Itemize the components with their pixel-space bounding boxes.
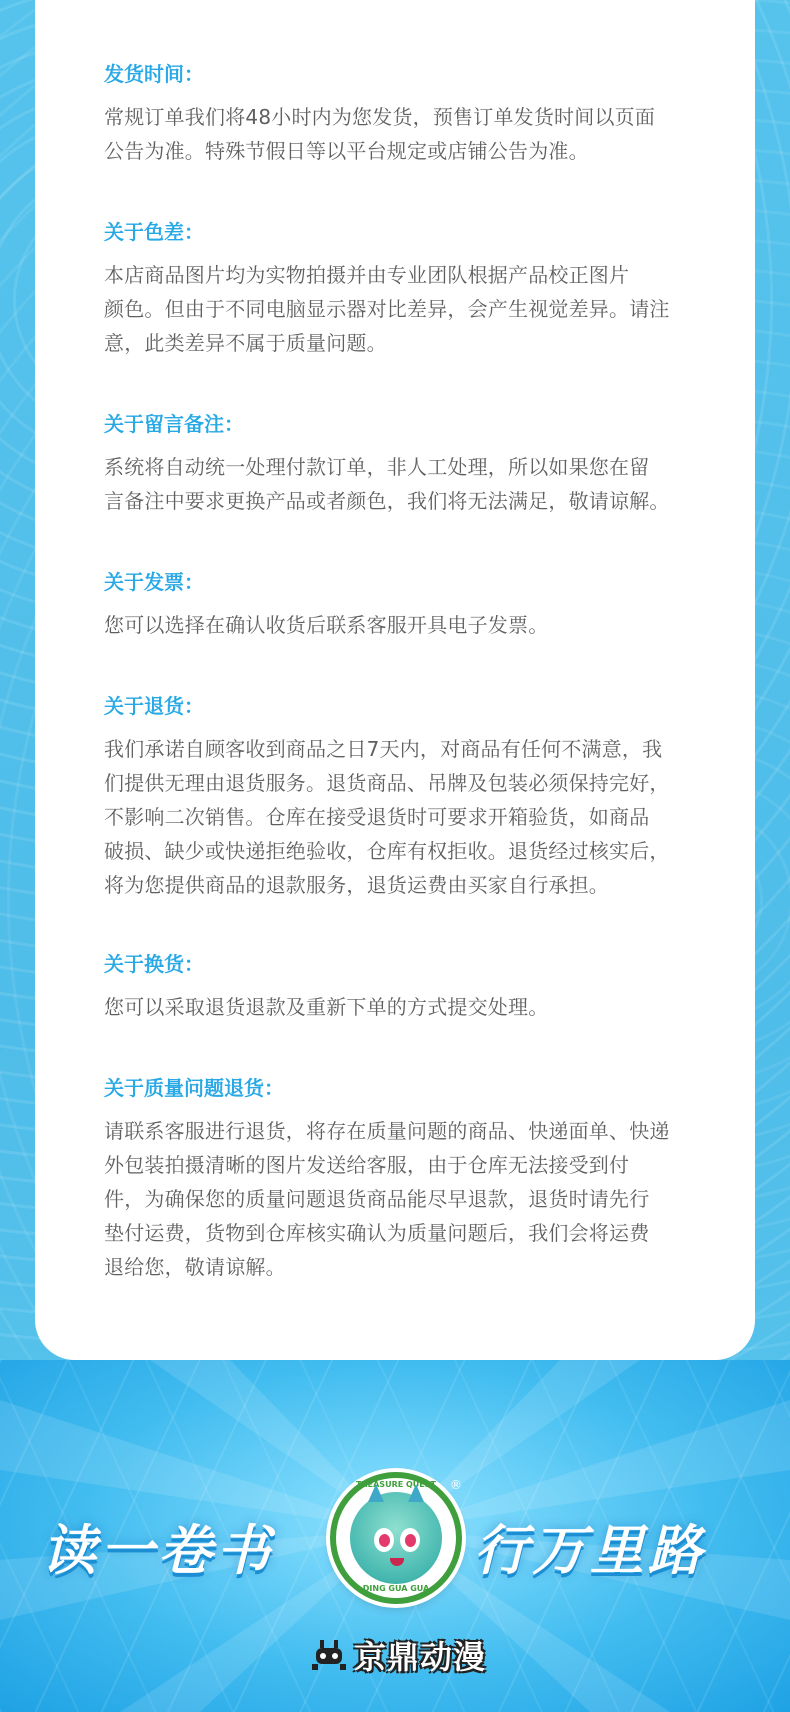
section-invoice: [104, 570, 704, 642]
section-color-difference: [104, 220, 704, 360]
section-body: 您可以选择在确认收货后联系客服开具电子发票。: [104, 613, 549, 637]
brand-name: 京鼎动漫: [354, 1638, 487, 1676]
section-body: 本店商品图片均为实物拍摄并由专业团队根据产品校正图片 颜色。但由于不同电脑显示器对比差异，会产生视觉差异。请注 意，此类差异不属于质量问题。: [104, 263, 670, 355]
section-body: 请联系客服进行退货，将存在质量问题的商品、快递面单、快递 外包装拍摄清晰的图片发送给客服，由于仓库无法接受到付 件，为确保您的质量问题退货商品能尽早退款，退货时请先行 垫付运费，货物到仓库核实确认为质量问题后，我们会将运费 退给您，敬请谅解。: [104, 1119, 670, 1279]
section-order-notes: [104, 412, 704, 518]
section-quality-returns: [104, 1076, 704, 1284]
brand-logo-icon: [310, 1638, 348, 1672]
section-title: 关于退货：: [104, 694, 204, 718]
section-title: 关于换货：: [104, 952, 204, 976]
slogan-left: 读一卷书: [42, 1519, 274, 1582]
dragon-mascot-icon: [350, 1492, 442, 1584]
section-title: 关于留言备注：: [104, 412, 244, 436]
section-title: 关于色差：: [104, 220, 204, 244]
section-body: 我们承诺自顾客收到商品之日7天内，对商品有任何不满意，我 们提供无理由退货服务。退货商品、吊牌及包装必须保持完好， 不影响二次销售。仓库在接受退货时可要求开箱验货，如商品 破损、缺少或快递拒绝验收，仓库有权拒收。退货经过核实后， 将为您提供商品的退款服务，退货运费由买家自行承担。: [104, 737, 670, 897]
section-body: 您可以采取退货退款及重新下单的方式提交处理。: [104, 995, 549, 1019]
section-exchange: [104, 952, 704, 1024]
mascot-emblem: [330, 1472, 462, 1604]
emblem-bottom-text: DING GUA GUA: [362, 1584, 430, 1593]
section-shipping-time: [104, 62, 704, 168]
slogan-right: 行万里路: [474, 1519, 706, 1582]
section-title: 关于发票：: [104, 570, 204, 594]
emblem-top-text: TREASURE QUEST: [356, 1480, 436, 1489]
section-returns: [104, 694, 704, 902]
section-title: 发货时间：: [104, 62, 204, 86]
brand-footer-banner: [0, 1360, 790, 1712]
registered-mark: ®: [450, 1478, 462, 1492]
section-title: 关于质量问题退货：: [104, 1076, 284, 1100]
section-body: 系统将自动统一处理付款订单，非人工处理，所以如果您在留 言备注中要求更换产品或者颜色，我们将无法满足，敬请谅解。: [104, 455, 670, 513]
brand-logo: [310, 1632, 486, 1678]
section-body: 常规订单我们将48小时内为您发货，预售订单发货时间以页面 公告为准。特殊节假日等以平台规定或店铺公告为准。: [104, 105, 656, 163]
